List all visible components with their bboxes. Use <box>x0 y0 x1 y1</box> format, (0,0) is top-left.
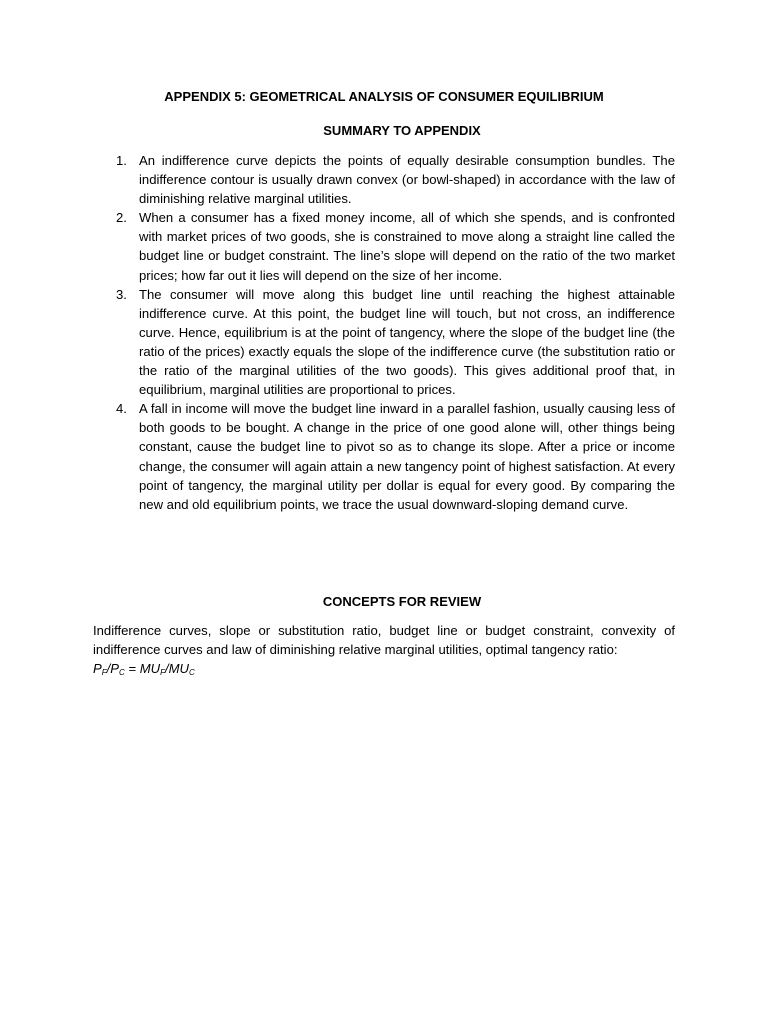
summary-item <box>93 208 675 284</box>
summary-item <box>93 151 675 208</box>
summary-item <box>93 399 675 514</box>
item-text: A fall in income will move the budget line inward in a parallel fashion, usually causing less of both goods to be bought. A change in the price of one good alone will, other things being constant, cause the budget line to pivot so as to change its slope. After a price or income change, the consumer will again attain a new tangency point of highest satisfaction. At every point of tangency, the marginal utility per dollar is equal for every good. By comparing the new and old equilibrium points, we trace the usual downward-sloping demand curve. <box>139 401 675 512</box>
item-text: When a consumer has a fixed money income, all of which she spends, and is confronted with market prices of two goods, she is constrained to move along a straight line called the budget line or budget constraint. The line’s slope will depend on the ratio of the two market prices; how far out it lies will depend on the size of her income. <box>139 210 675 283</box>
item-number: 1. <box>116 153 127 168</box>
tangency-formula: $P_F/P_C = MU_F/MU_C$ <box>93 661 195 678</box>
concepts-heading: CONCEPTS FOR REVIEW <box>322 594 482 609</box>
summary-list <box>93 151 675 514</box>
concepts-text: Indifference curves, slope or substitution ratio, budget line or budget constraint, convexity of indifference curves and law of diminishing relative marginal utilities, optimal tangency ratio: <box>93 623 675 658</box>
item-text: The consumer will move along this budget line until reaching the highest attainable indifference curve. At this point, the budget line will touch, but not cross, an indifference curve. Hence, equilibrium is at the point of tangency, where the slope of the budget line (the ratio of the prices) exactly equals the slope of the indifference curve (the substitution ratio or the ratio of the marginal utilities of the two goods). This gives additional proof that, in equilibrium, marginal utilities are proportional to prices. <box>139 286 675 398</box>
summary-heading: SUMMARY TO APPENDIX <box>323 123 481 138</box>
item-number: 4. <box>116 401 127 417</box>
appendix-title: APPENDIX 5: GEOMETRICAL ANALYSIS OF CONSUMER EQUILIBRIUM <box>164 89 604 104</box>
summary-item <box>93 285 675 400</box>
item-number: 2. <box>116 210 127 226</box>
item-number: 3. <box>116 286 127 302</box>
item-text: An indifference curve depicts the points of equally desirable consumption bundles. The indifference contour is usually drawn convex (or bowl-shaped) in accordance with the law of diminishing relative marginal utilities. <box>139 153 675 207</box>
concepts-paragraph <box>93 621 675 678</box>
